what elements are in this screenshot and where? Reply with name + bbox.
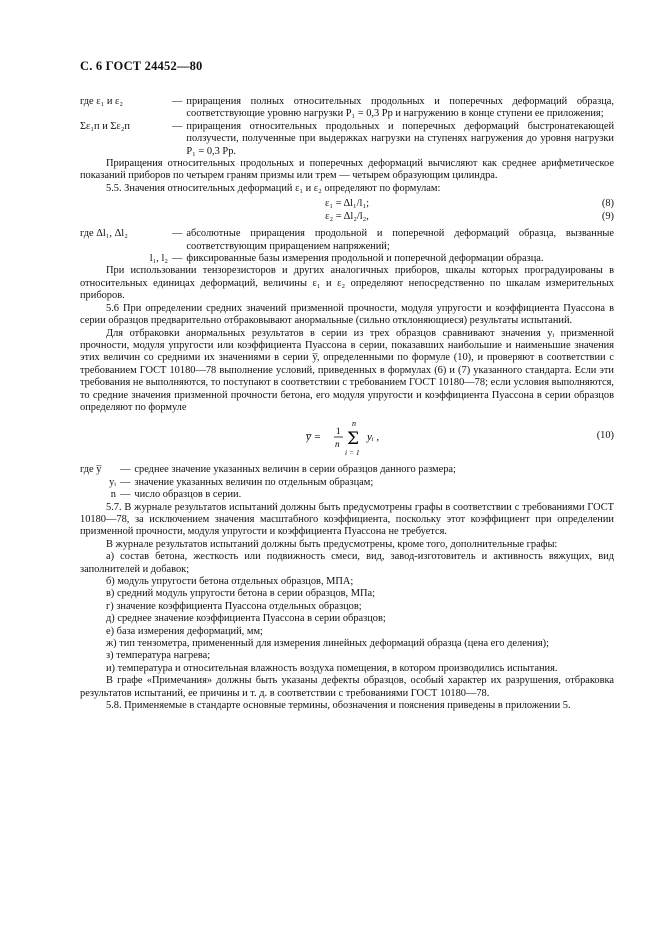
definition-text: фиксированные базы измерения продольной и поперечной деформации образца. [186, 253, 544, 265]
formula-8-expression: ε₁ = Δl₁/l₁; [325, 198, 369, 210]
definition-dash: — [120, 476, 131, 488]
definition-row [80, 489, 614, 501]
definition-dash: — [172, 253, 183, 265]
formula-8-number: (8) [601, 198, 614, 210]
definition-row [80, 253, 614, 265]
list-item: б) модуль упругости бетона отдельных образцов, МПА; [106, 576, 354, 587]
list-item: ж) тип тензометра, примененный для измерения линейных деформаций образца (цена его деления); [106, 638, 550, 650]
definition-text: приращения относительных продольных и поперечных деформаций быстронатекающей ползучести, полученные при выдержках нагрузки на ступенях нагружения до уровня нагрузки P₁ = 0,3 Pр. [186, 120, 614, 157]
definition-text: среднее значение указанных величин в серии образцов данного размера; [134, 464, 456, 476]
definition-row [80, 96, 614, 121]
formula-10 [80, 418, 614, 462]
list-item: е) база измерения деформаций, мм; [106, 625, 263, 637]
paragraph-tensoresistors: При использовании тензорезисторов и других аналогичных приборов, шкалы которых проградуированы в относительных единицах деформаций, величины ε₁ и ε₂ определяют непосредственно по шкалам измерительных приборов. [80, 265, 614, 302]
paragraph-5-8: 5.8. Применяемые в стандарте основные термины, обозначения и пояснения приведены в приложении 5. [106, 700, 571, 712]
formula-10-denominator: n [335, 439, 340, 450]
formula-10-graphic [306, 418, 436, 462]
list-item: а) состав бетона, жесткость или подвижность смеси, вид, завод-изготовитель и активность вяжущих, вид заполнителей и добавок; [80, 551, 614, 575]
formula-10-lhs: y̅ = [306, 431, 322, 444]
definition-row [80, 228, 614, 253]
definition-term: l₁, l₂ [149, 253, 168, 265]
formula-8 [80, 198, 614, 211]
formula-10-numerator: 1 [336, 426, 341, 437]
list-item: в) средний модуль упругости бетона в серии образцов, МПа; [106, 588, 375, 600]
page-header: С. 6 ГОСТ 24452—80 [80, 59, 203, 73]
list-item: и) температура и относительная влажность воздуха помещения, в котором производились испытания. [106, 662, 558, 674]
formula-10-term: yᵢ , [367, 431, 380, 444]
paragraph-5-6: 5.6 При определении средних значений призменной прочности, модуля упругости и коэффициента Пуассона в серии образцов предварительно отбраковывают анормальные (сильно отклоняющиеся) результаты испытаний. [80, 302, 614, 327]
definition-dash: — [172, 96, 183, 107]
list-item: д) среднее значение коэффициента Пуассона в серии образцов; [106, 613, 386, 625]
definition-text: приращения полных относительных продольных и поперечных деформаций образца, соответствующие уровню нагрузки P₁ = 0,3 Pр и нагружению в конце ступени ее приложения; [186, 96, 614, 120]
paragraph-5-7: 5.7. В журнале результатов испытаний должны быть предусмотрены графы в соответствии с требованиями ГОСТ 10180—78, за исключением значения масштабного коэффициента, поскольку этот коэффициент при определении призменной прочности, модуля упругости и коэффициента Пуассона не требуется. [80, 501, 614, 538]
paragraph-journal: В журнале результатов испытаний должны быть предусмотрены, кроме того, дополнительные графы: [106, 538, 558, 550]
definition-term: где ε₁ и ε₂ [80, 96, 123, 107]
definition-dash: — [120, 489, 131, 501]
paragraph-5-5: 5.5. Значения относительных деформаций ε₁ и ε₂ определяют по формулам: [106, 182, 441, 194]
list-item: з) температура нагрева; [106, 650, 211, 662]
sum-upper-limit: n [352, 419, 356, 429]
definition-row [80, 121, 614, 158]
definition-dash: — [120, 464, 131, 476]
paragraph-rejection: Для отбраковки анормальных результатов в серии из трех образцов сравнивают значения yᵢ призменной прочности, модуля упругости или коэффициента Пуассона в серии, показавших наибольшие и наименьшие значения этих величин со средними их значениями в серии y̅, определенными по формуле (10), и проверяют в соответствии с требованием ГОСТ 10180—78 выполнение условий, приведенных в формулах (6) и (7) указанного стандарта. Если эти требования не выполняются, то поступают в соответствии с требованием ГОСТ 10180—78; если условия выполняются, то средние значения призменной прочности бетона, его модуля упругости и коэффициента Пуассона в серии образцов определяют по формуле [80, 327, 614, 413]
definition-term: n [110, 489, 116, 501]
list-item: г) значение коэффициента Пуассона отдельных образцов; [106, 600, 362, 612]
paragraph-notes: В графе «Примечания» должны быть указаны дефекты образцов, особый характер их разрушения, отбраковка результатов испытаний, ее причины и т. д. в соответствии с требованиями ГОСТ 10180—78. [80, 675, 614, 699]
definition-dash: — [172, 120, 183, 132]
definition-text: значение указанных величин по отдельным образцам; [134, 476, 374, 488]
definition-term: Σε₁п и Σε₂п [80, 120, 130, 132]
formula-9-expression: ε₂ = Δl₂/l₂, [325, 211, 369, 223]
formula-10-number: (10) [596, 430, 614, 442]
definition-term: yᵢ [109, 476, 116, 488]
definition-term: где Δl₁, Δl₂ [80, 228, 128, 240]
definition-text: абсолютные приращения продольной и поперечной деформаций образца, вызванные соответствующим приращением напряжений; [186, 228, 614, 252]
formula-9 [80, 211, 614, 224]
paragraph-increments: Приращения относительных продольных и поперечных деформаций вычисляют как среднее арифметическое показаний приборов по четырем граням призмы или трем — четырем образующим цилиндра. [80, 158, 614, 182]
definition-term: где y̅ [80, 464, 102, 476]
definition-dash: — [172, 228, 183, 240]
definition-text: число образцов в серии. [134, 489, 242, 501]
definition-row [80, 477, 614, 489]
formula-9-number: (9) [601, 211, 614, 223]
page-content [80, 96, 614, 712]
sum-sign: Σ [347, 429, 360, 450]
sum-lower-limit: i = 1 [345, 448, 360, 458]
definition-row [80, 464, 614, 476]
